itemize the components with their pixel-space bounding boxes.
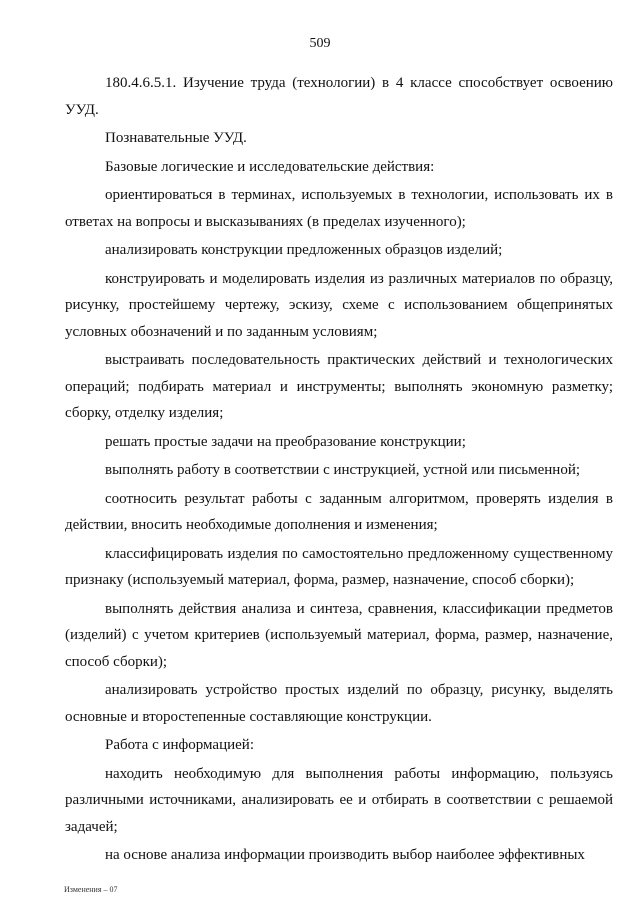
list-item: выполнять работу в соответствии с инструкцией, устной или письменной; xyxy=(105,462,581,478)
list-item: конструировать и моделировать изделия из различных материалов по образцу, рисунку, простейшему чертежу, эскизу, схеме с использованием общепринятых условных обозначений и по заданным условиям; xyxy=(65,270,613,340)
list-item: анализировать конструкции предложенных образцов изделий; xyxy=(105,242,503,258)
list-item: находить необходимую для выполнения работы информацию, пользуясь различными источниками, анализировать ее и отбирать в соответствии с решаемой задачей; xyxy=(65,765,613,835)
list-item: выстраивать последовательность практических действий и технологических операций; подбирать материал и инструменты; выполнять экономную разметку; сборку, отделку изделия; xyxy=(65,352,613,421)
list-item: решать простые задачи на преобразование конструкции; xyxy=(105,433,466,450)
document-body xyxy=(65,70,613,869)
list-item: соотносить результат работы с заданным алгоритмом, проверять изделия в действии, вносить необходимые дополнения и изменения; xyxy=(65,490,613,533)
paragraph-intro: 180.4.6.5.1. Изучение труда (технологии) в 4 классе способствует освоению УУД. xyxy=(65,75,613,118)
heading-basic-logical-actions: Базовые логические и исследовательские действия: xyxy=(105,158,435,175)
list-item: выполнять действия анализа и синтеза, сравнения, классификации предметов (изделий) с учетом критериев (используемый материал, форма, размер, назначение, способ сборки); xyxy=(65,600,613,670)
list-item: классифицировать изделия по самостоятельно предложенному существенному признаку (используемый материал, форма, размер, назначение, способ сборки); xyxy=(65,545,613,588)
revision-note: Изменения – 07 xyxy=(64,885,118,894)
page-number: 509 xyxy=(309,36,331,51)
heading-information-work: Работа с информацией: xyxy=(105,737,254,753)
list-item: ориентироваться в терминах, используемых в технологии, использовать их в ответах на вопросы и высказываниях (в пределах изученного); xyxy=(65,187,613,230)
list-item: анализировать устройство простых изделий по образцу, рисунку, выделять основные и второстепенные составляющие конструкции. xyxy=(65,682,613,725)
list-item: на основе анализа информации производить выбор наиболее эффективных xyxy=(105,847,585,863)
heading-cognitive-uud: Познавательные УУД. xyxy=(105,130,247,146)
